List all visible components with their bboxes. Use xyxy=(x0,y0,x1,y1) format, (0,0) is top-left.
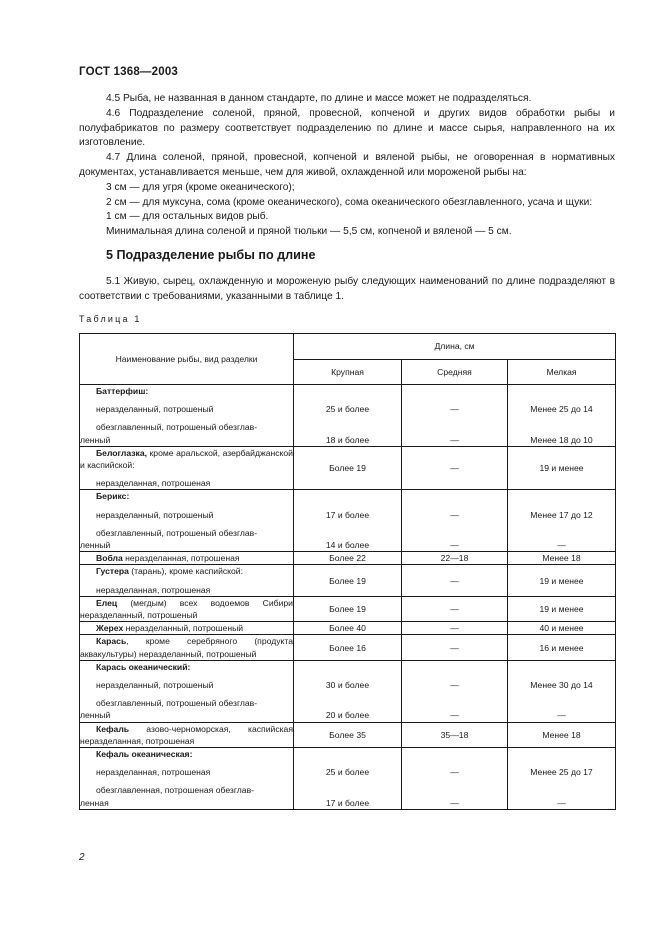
cell-small: 19 и менее xyxy=(508,446,616,490)
clause-4-7-item-muksun: 2 см — для муксуна, сома (кроме океанического), сома океанического обезглавленного, усача и щуки: xyxy=(106,196,593,208)
row-name: Карась, кроме серебряного (продукта аквакультуры) неразделанный, потрошеный xyxy=(80,636,293,659)
section-text xyxy=(79,275,615,305)
cell-large: Более 16 xyxy=(294,635,402,660)
header-length: Длина, см xyxy=(294,334,616,360)
cell-small: Менее 18 xyxy=(508,722,616,747)
row-name: Густера (тарань), кроме каспийской: неразделанная, потрошеная xyxy=(80,565,294,596)
section-title: 5 Подразделение рыбы по длине xyxy=(106,248,316,262)
cell-large: Более 19 xyxy=(294,446,402,490)
cell-medium: 35—18 xyxy=(402,722,508,747)
cell-large: 30 и более 20 и более xyxy=(294,660,402,722)
cell-small: Менее 25 до 17 — xyxy=(508,748,616,810)
row-name: Кефаль океаническая: неразделанная, потрошеная обезглавленная, потрошеная обезглав- ленная xyxy=(80,748,294,810)
cell-small: 19 и менее xyxy=(508,596,616,621)
table-row xyxy=(80,596,616,621)
cell-medium: — xyxy=(402,622,508,635)
cell-large: Более 19 xyxy=(294,596,402,621)
cell-small: Менее 17 до 12 — xyxy=(508,490,616,552)
cell-medium: 22—18 xyxy=(402,552,508,565)
cell-medium: — xyxy=(402,635,508,660)
row-name: Берикс: неразделанный, потрошеный обезглавленный, потрошеный обезглав- ленный xyxy=(80,490,294,552)
header-large: Крупная xyxy=(294,359,402,385)
cell-large: Более 40 xyxy=(294,622,402,635)
row-name: Баттерфиш: неразделанный, потрошеный обезглавленный, потрошеный обезглав- ленный xyxy=(80,385,294,447)
cell-medium: — — xyxy=(402,385,508,447)
table-row xyxy=(80,385,616,447)
cell-small: Менее 25 до 14 Менее 18 до 10 xyxy=(508,385,616,447)
table-label: Таблица 1 xyxy=(79,314,142,324)
header-name: Наименование рыбы, вид разделки xyxy=(80,334,294,385)
row-name: Карась океанический: неразделанный, потрошеный обезглавленный, потрошеный обезглав- ленный xyxy=(80,660,294,722)
clause-4-6: 4.6 Подразделение соленой, пряной, провесной, копченой и других видов обработки рыбы и полуфабрикатов по размеру соответствует подразделению по длине и массе сырья, направленного на их изготовление. xyxy=(79,107,615,149)
cell-large: Более 22 xyxy=(294,552,402,565)
table-row xyxy=(80,622,616,635)
table-row xyxy=(80,748,616,810)
standard-header: ГОСТ 1368—2003 xyxy=(79,66,179,78)
header-small: Мелкая xyxy=(508,359,616,385)
table-row xyxy=(80,660,616,722)
row-name: Елец (мегдым) всех водоемов Сибири неразделанный, потрошеный xyxy=(80,597,293,621)
cell-large: 25 и более 18 и более xyxy=(294,385,402,447)
clause-5-1: 5.1 Живую, сырец, охлажденную и мороженую рыбу следующих наименований по длине подразделяют в соответствии с требованиями, указанными в таблице 1. xyxy=(79,276,615,302)
table-row xyxy=(80,490,616,552)
clause-4-7: 4.7 Длина соленой, пряной, провесной, копченой и вяленой рыбы, не оговоренная в нормативных документах, устанавливается меньше, чем для живой, охлажденной или мороженой рыбы на: xyxy=(79,152,615,178)
clause-4-7-item-eel: 3 см — для угря (кроме океанического); xyxy=(106,181,295,193)
clause-4-5: 4.5 Рыба, не названная в данном стандарте, по длине и массе может не подразделяться. xyxy=(106,93,532,104)
cell-medium: — xyxy=(402,446,508,490)
page-number: 2 xyxy=(79,852,85,863)
clause-4-7-sprat: Минимальная длина соленой и пряной тюльки — 5,5 см, копченой и вяленой — 5 см. xyxy=(106,226,512,238)
cell-medium: — xyxy=(402,565,508,596)
cell-small: Менее 18 xyxy=(508,552,616,565)
row-name: Кефаль азово-черноморская, каспийская неразделанная, потрошеная xyxy=(80,723,293,746)
row-name: Жерех неразделанный, потрошеный xyxy=(80,622,294,635)
row-name: Белоглазка, кроме аральской, азербайджанской и каспийской: неразделанная, потрошеная xyxy=(80,447,293,489)
table-row xyxy=(80,552,616,565)
cell-small: 19 и менее xyxy=(508,565,616,596)
cell-medium: — — xyxy=(402,748,508,810)
cell-medium: — xyxy=(402,596,508,621)
intro-text xyxy=(79,92,615,240)
header-medium: Средняя xyxy=(402,359,508,385)
cell-small: 16 и менее xyxy=(508,635,616,660)
cell-small: Менее 30 до 14 — xyxy=(508,660,616,722)
cell-large: 17 и более 14 и более xyxy=(294,490,402,552)
cell-medium: — — xyxy=(402,490,508,552)
cell-large: 25 и более 17 и более xyxy=(294,748,402,810)
cell-large: Более 35 xyxy=(294,722,402,747)
table-row xyxy=(80,446,616,490)
cell-large: Более 19 xyxy=(294,565,402,596)
row-name: Вобла неразделанная, потрошеная xyxy=(80,552,294,565)
table-row xyxy=(80,722,616,747)
cell-small: 40 и менее xyxy=(508,622,616,635)
table-row xyxy=(80,565,616,596)
clause-4-7-item-other: 1 см — для остальных видов рыб. xyxy=(106,211,269,223)
cell-medium: — — xyxy=(402,660,508,722)
table-row xyxy=(80,635,616,660)
fish-length-table xyxy=(79,333,616,810)
